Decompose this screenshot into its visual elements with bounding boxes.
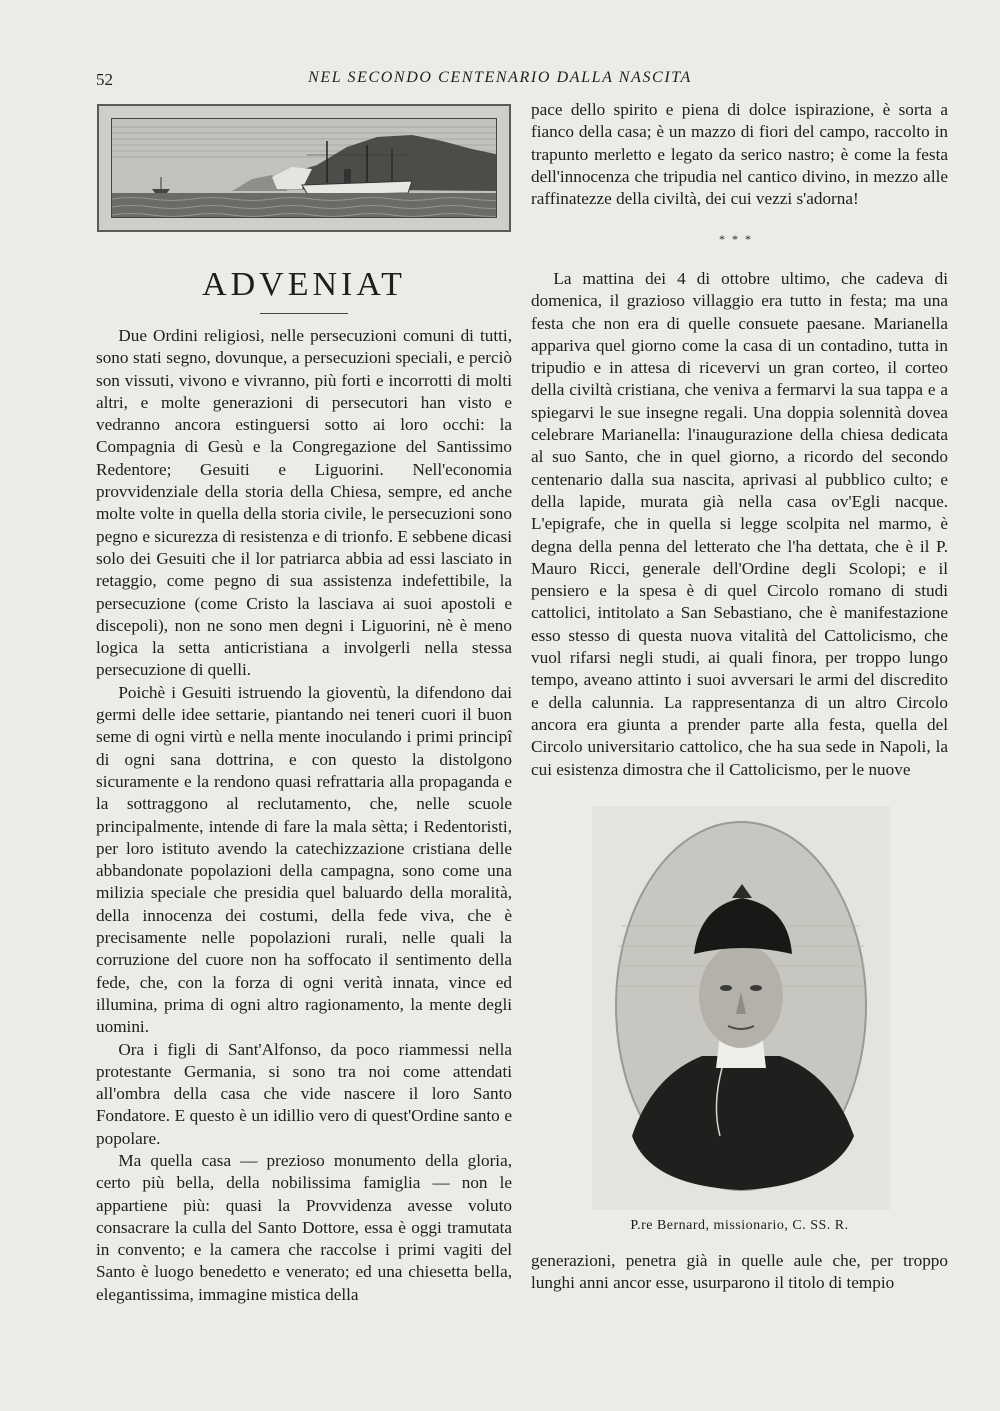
title-divider (260, 313, 348, 314)
paragraph: Ora i figli di Sant'Alfonso, da poco riammessi nella protestante Germania, si sono tra noi come attendati all'ombra della casa che vide nascere il loro Santo Fondatore. E questo è un idillio vero di quest'Ordine santo e popolare. (96, 1039, 512, 1148)
page-number: 52 (96, 70, 113, 89)
paragraph: Due Ordini religiosi, nelle persecuzioni comuni di tutti, sono stati segno, dovunque, a persecuzioni speciali, e perciò son vissuti, vivono e vivranno, più forti e incorrotti di molti altri, e molte generazioni di persecutori han visto e vedranno ancora estinguersi sotto ai loro occhi: la Compagnia di Gesù e la Congregazione del Santissimo Redentore; Gesuiti e Liguorini. Nell'economia provvidenziale della storia della Chiesa, sempre, ed anche molte volte in quella della storia civile, le persecuzioni sono pegno e sicurezza di resistenza e di trionfo. E sebbene dicasi solo dei Gesuiti che il lor patriarca abbia ad essi lasciato in retaggio, come pegno di sua assistenza indefettibile, la persecuzione (come Cristo la lasciava ai suoi apostoli e discepoli), non ne sono men degni i Liguorini, nè è meno logica la setta anticristiana a involgerli nella stessa persecuzione di quelli. (96, 326, 512, 680)
asterism-text: * * * (719, 232, 753, 246)
running-head: NEL SECONDO CENTENARIO DALLA NASCITA (308, 69, 692, 86)
ship-seascape-banner (97, 104, 511, 232)
article-title: ADVENIAT (202, 266, 406, 303)
paragraph: Poichè i Gesuiti istruendo la gioventù, la difendono dai germi delle idee settarie, piantando nei teneri cuori il buon seme di ogni virtù e nella mente inoculando i primi principî di ogni sana dottrina, e con questo la distolgono sicuramente e la rendono quasi refrattaria alla propaganda e la sottraggono al reclutamento, che, nelle scuole principalmente, intende di fare la mala sètta; i Redentoristi, per loro istituto avendo la catechizzazione cristiana delle abbandonate popolazioni della campagna, sono come una milizia speciale che presidia quel baluardo della moralità, della innocenza dei costumi, della fede viva, che è precisamente nelle popolazioni rurali, nelle quali la corruzione del cuore non ha soffocato il sentimento della fede, che, con la forza di ogni verità innata, vince ed illumina, prima di ogni altro ragionamento, la mente degli uomini. (96, 682, 512, 1037)
right-column-main (531, 268, 948, 781)
section-asterism (706, 232, 766, 246)
paragraph: pace dello spirito e piena di dolce ispirazione, è sorta a fianco della casa; è un mazzo di fiori del campo, raccolto in trapunto merletto e legato da serico nastro; è come la festa dell'innocenza che tripudia nel cantico divino, in mezzo alle raffinatezze della civiltà, dei cui vezzi s'adorna! (531, 100, 948, 209)
paragraph: generazioni, penetra già in quelle aule che, per troppo lunghi anni ancor esse, usurparono il titolo di tempio (531, 1251, 948, 1293)
ship-seascape-icon (111, 118, 497, 218)
portrait-caption: P.re Bernard, missionario, C. SS. R. (630, 1218, 849, 1233)
portrait-image (592, 806, 890, 1210)
right-column-top (531, 99, 948, 210)
paragraph: Ma quella casa — prezioso monumento della gloria, certo più bella, della nobilissima famiglia — non le appartiene più: quasi la Provvidenza avesse voluto consacrare la culla del Santo Dottore, essa è oggi tramutata in convento; e la camera che raccolse i primi vagiti del Santo è luogo benedetto e venerato; ed una chiesetta bella, elegantissima, immagine mistica della (96, 1150, 512, 1304)
paragraph: La mattina dei 4 di ottobre ultimo, che cadeva di domenica, il grazioso villaggio era tutto in festa; ma una festa che non era di quelle consuete paesane. Marianella appariva quel giorno come la casa di un contadino, tutta in tripudio e in attesa di ricevervi un gran corteo, il corteo della civiltà cristiana, che veniva a fermarvi la sua tappa e a spiegarvi le sue insegne regali. Una doppia solennità dovea celebrare Marianella: l'inaugurazione della chiesa dedicata al suo Santo, che in quel giorno, a ricordo del secondo centenario dalla sua nascita, aprivasi al pubblico culto; e della lapide, murata già nella casa ov'Egli nacque. L'epigrafe, che in quella si legge scolpita nel marmo, è degna della penna del letterato che l'ha dettata, che è il P. Mauro Ricci, generale dell'Ordine degli Scolopi; e il pensiero e la spesa è di quel Circolo romano di studi cattolici, intitolato a San Sebastiano, che è manifestazione esso stesso di questa nuova vitalità del Cattolicismo, che vuol rifarsi negli studi, ai quali finora, per troppo lungo tempo, aveano attinto i suoi avversari le armi del discredito e della calunnia. La rappresentanza di un altro Circolo ancora era giunta a prender parte alla festa, quella del Circolo universitario cattolico, che ha sua sede in Napoli, la cui esistenza dimostra che il Cattolicismo, per le nuove (531, 269, 948, 779)
right-column-bottom (531, 1250, 948, 1295)
priest-portrait-icon (592, 806, 890, 1210)
left-column (96, 325, 512, 1306)
